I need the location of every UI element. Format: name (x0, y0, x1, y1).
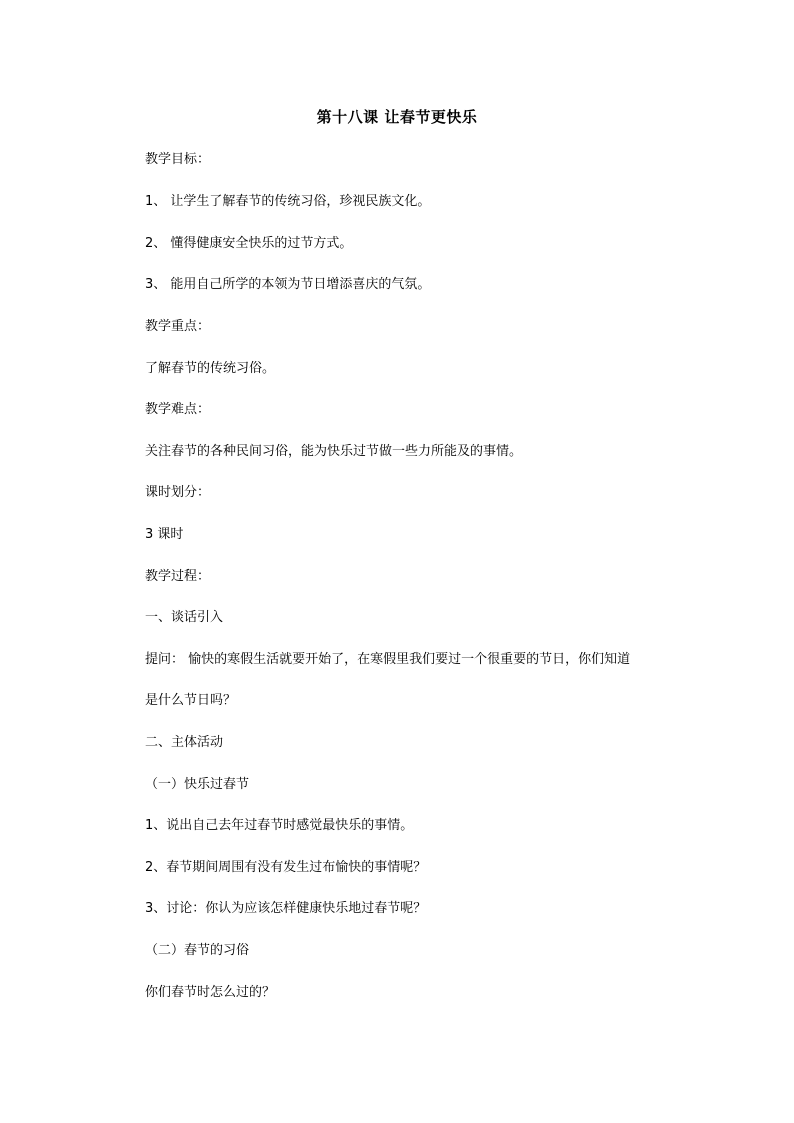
activity-1-item-1: 1、说出自己去年过春节时感觉最快乐的事情。 (145, 818, 414, 833)
activity-1-item-3: 3、讨论：你认为应该怎样健康快乐地过春节呢？ (145, 901, 427, 916)
objective-item-2: 2、 懂得健康安全快乐的过节方式。 (145, 236, 353, 251)
activity-1-heading: （一）快乐过春节 (145, 777, 250, 792)
process-part-1-question-continued: 是什么节日吗？ (145, 693, 237, 708)
activity-2-question: 你们春节时怎么过的？ (145, 985, 276, 1000)
key-points-text: 了解春节的传统习俗。 (145, 361, 276, 376)
objective-item-3: 3、 能用自己所学的本领为节日增添喜庆的气氛。 (145, 277, 431, 292)
section-heading-objectives: 教学目标： (145, 152, 211, 167)
class-hours-text: 3 课时 (145, 527, 184, 542)
section-heading-difficulties: 教学难点： (145, 402, 211, 417)
section-heading-class-hours: 课时划分： (145, 485, 211, 500)
process-part-1-heading: 一、谈话引入 (145, 610, 224, 625)
objective-item-1: 1、 让学生了解春节的传统习俗，珍视民族文化。 (145, 194, 431, 209)
section-heading-process: 教学过程： (145, 569, 211, 584)
process-part-2-heading: 二、主体活动 (145, 735, 224, 750)
activity-2-heading: （二）春节的习俗 (145, 943, 250, 958)
lesson-title: 第十八课 让春节更快乐 (316, 108, 478, 126)
section-heading-key-points: 教学重点： (145, 319, 211, 334)
activity-1-item-2: 2、春节期间周围有没有发生过布愉快的事情呢？ (145, 860, 427, 875)
difficulties-text: 关注春节的各种民间习俗，能为快乐过节做一些力所能及的事情。 (145, 444, 523, 459)
process-part-1-question: 提问： 愉快的寒假生活就要开始了，在寒假里我们要过一个很重要的节日，你们知道 (145, 652, 631, 667)
